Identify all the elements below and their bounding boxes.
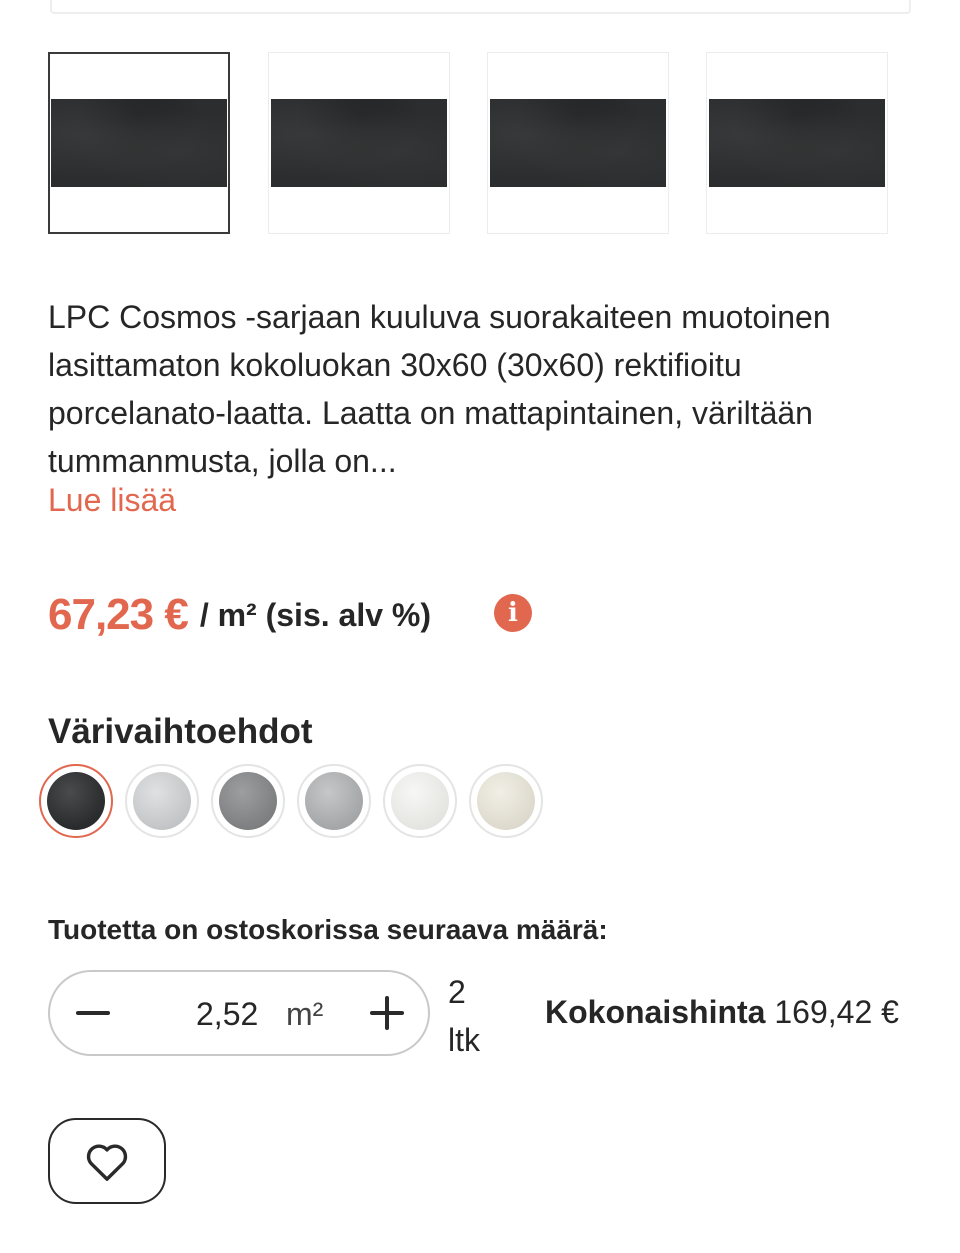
- swatch-fill: [391, 772, 449, 830]
- increase-quantity-button[interactable]: [366, 992, 408, 1034]
- thumbnail-1[interactable]: [48, 52, 230, 234]
- thumbnail-4[interactable]: [706, 52, 888, 234]
- tile-image: [51, 99, 227, 187]
- package-count-value: 2: [448, 974, 466, 1010]
- swatch-fill: [133, 772, 191, 830]
- tile-image: [709, 99, 885, 187]
- image-viewer-frame: [50, 0, 911, 14]
- swatch-fill: [47, 772, 105, 830]
- total-price-value: 169,42 €: [774, 994, 899, 1030]
- tile-image: [271, 99, 447, 187]
- package-count-unit: ltk: [448, 1022, 480, 1058]
- color-swatch-black[interactable]: [39, 764, 113, 838]
- product-price: 67,23 €: [48, 590, 188, 639]
- quantity-value[interactable]: 2,52: [196, 996, 259, 1032]
- thumbnail-3[interactable]: [487, 52, 669, 234]
- add-to-favorites-button[interactable]: [48, 1118, 166, 1204]
- total-price: [545, 994, 899, 1031]
- cart-quantity-label: Tuotetta on ostoskorissa seuraava määrä:: [48, 914, 608, 945]
- info-icon[interactable]: i: [494, 594, 532, 632]
- swatch-fill: [477, 772, 535, 830]
- quantity-unit: m²: [286, 996, 324, 1032]
- price-row: [48, 590, 431, 640]
- heart-icon: [84, 1140, 130, 1182]
- package-count: [448, 968, 480, 1064]
- thumbnail-2[interactable]: [268, 52, 450, 234]
- quantity-stepper: [48, 970, 430, 1056]
- plus-icon-vertical: [385, 996, 389, 1030]
- color-options-title: Värivaihtoehdot: [48, 712, 313, 751]
- color-swatch-light-grey[interactable]: [125, 764, 199, 838]
- read-more-link[interactable]: Lue lisää: [48, 482, 177, 518]
- total-price-label: Kokonaishinta: [545, 994, 766, 1030]
- tile-image: [490, 99, 666, 187]
- price-unit: / m² (sis. alv %): [199, 596, 431, 633]
- color-swatch-dark-grey[interactable]: [211, 764, 285, 838]
- color-swatch-white[interactable]: [383, 764, 457, 838]
- decrease-quantity-button[interactable]: [72, 992, 114, 1034]
- color-swatch-cream[interactable]: [469, 764, 543, 838]
- minus-icon: [76, 1011, 110, 1015]
- color-swatch-mid-grey[interactable]: [297, 764, 371, 838]
- product-description: LPC Cosmos -sarjaan kuuluva suorakaiteen muotoinen lasittamaton kokoluokan 30x60 (30x60) rektifioitu porcelanato-laatta. Laatta on mattapintainen, väriltään tummanmusta, jolla on...: [48, 299, 831, 479]
- swatch-fill: [305, 772, 363, 830]
- swatch-fill: [219, 772, 277, 830]
